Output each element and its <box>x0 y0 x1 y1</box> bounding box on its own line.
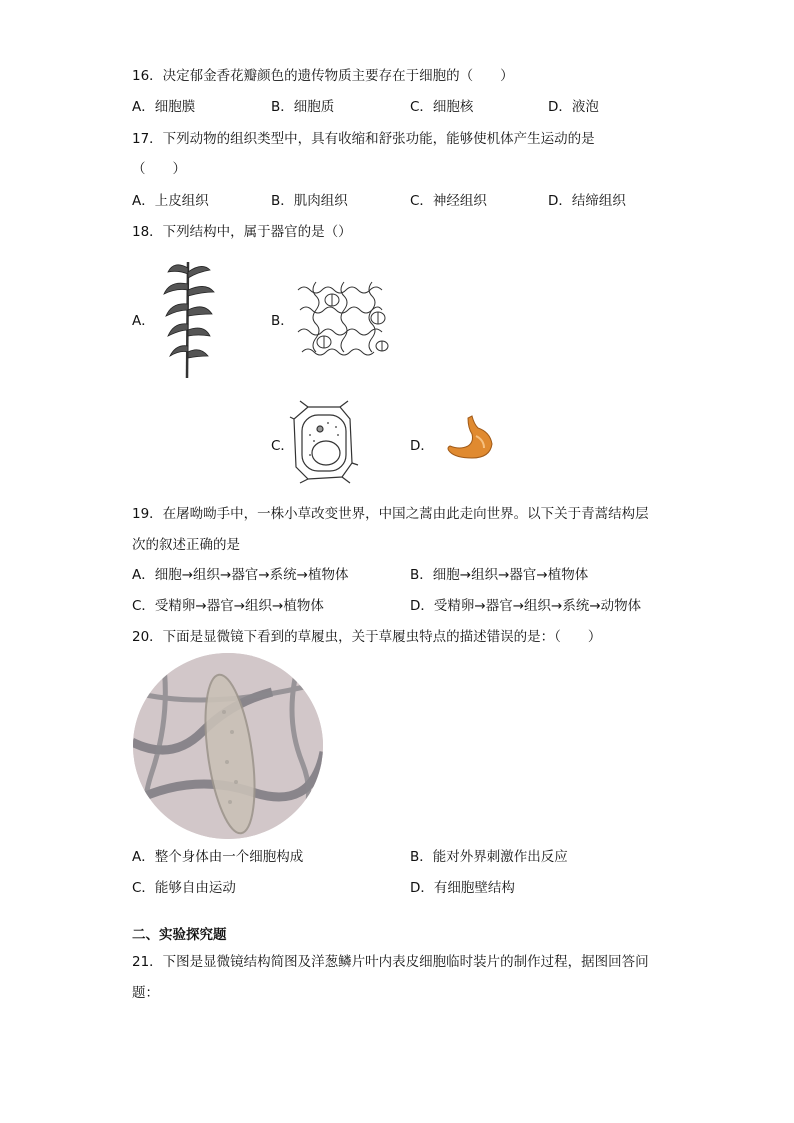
q19-stem-line2: 次的叙述正确的是 <box>132 537 240 553</box>
q16-stem: 16．决定郁金香花瓣颜色的遗传物质主要存在于细胞的（ ） <box>132 68 514 84</box>
q16-option-b: B．细胞质 <box>271 99 335 115</box>
q17-option-d: D．结缔组织 <box>548 193 626 209</box>
q21-stem: 21．下图是显微镜结构简图及洋葱鳞片叶内表皮细胞临时装片的制作过程，据图回答问 <box>132 954 649 970</box>
q18-option-b-label: B． <box>271 313 294 329</box>
plant-illustration <box>158 258 220 380</box>
microscope-view-paramecium <box>132 652 324 840</box>
q17-option-c: C．神经组织 <box>410 193 487 209</box>
q18-option-a-label: A． <box>132 313 155 329</box>
q18-option-d-label: D． <box>410 438 434 454</box>
q17-stem-line2: （ ） <box>132 161 186 177</box>
q19-stem: 19．在屠呦呦手中，一株小草改变世界，中国之蒿由此走向世界。以下关于青蒿结构层 <box>132 506 649 522</box>
q16-option-d: D．液泡 <box>548 99 599 115</box>
q16-option-a: A．细胞膜 <box>132 99 196 115</box>
q17-stem: 17．下列动物的组织类型中，具有收缩和舒张功能，能够使机体产生运动的是 <box>132 131 595 147</box>
q17-option-b: B．肌肉组织 <box>271 193 348 209</box>
plant-cell-illustration <box>290 405 358 483</box>
q19-option-c: C．受精卵→器官→组织→植物体 <box>132 598 324 614</box>
q20-option-a: A．整个身体由一个细胞构成 <box>132 849 304 865</box>
q19-option-b: B．细胞→组织→器官→植物体 <box>410 567 589 583</box>
q18-option-c-label: C． <box>271 438 294 454</box>
q20-option-c: C．能够自由运动 <box>132 880 236 896</box>
q20-option-b: B．能对外界刺激作出反应 <box>410 849 568 865</box>
q20-option-d: D．有细胞壁结构 <box>410 880 515 896</box>
q20-stem: 20．下面是显微镜下看到的草履虫，关于草履虫特点的描述错误的是：（ ） <box>132 629 602 645</box>
q18-stem: 18．下列结构中，属于器官的是（） <box>132 224 352 240</box>
q17-option-a: A．上皮组织 <box>132 193 209 209</box>
leaf-epidermis-illustration <box>296 280 396 360</box>
q19-option-a: A．细胞→组织→器官→系统→植物体 <box>132 567 349 583</box>
q21-stem-line2: 题： <box>132 985 159 1001</box>
q16-option-c: C．细胞核 <box>410 99 474 115</box>
q19-option-d: D．受精卵→器官→组织→系统→动物体 <box>410 598 642 614</box>
section-title: 二、实验探究题 <box>132 927 227 943</box>
stomach-illustration <box>446 414 494 460</box>
